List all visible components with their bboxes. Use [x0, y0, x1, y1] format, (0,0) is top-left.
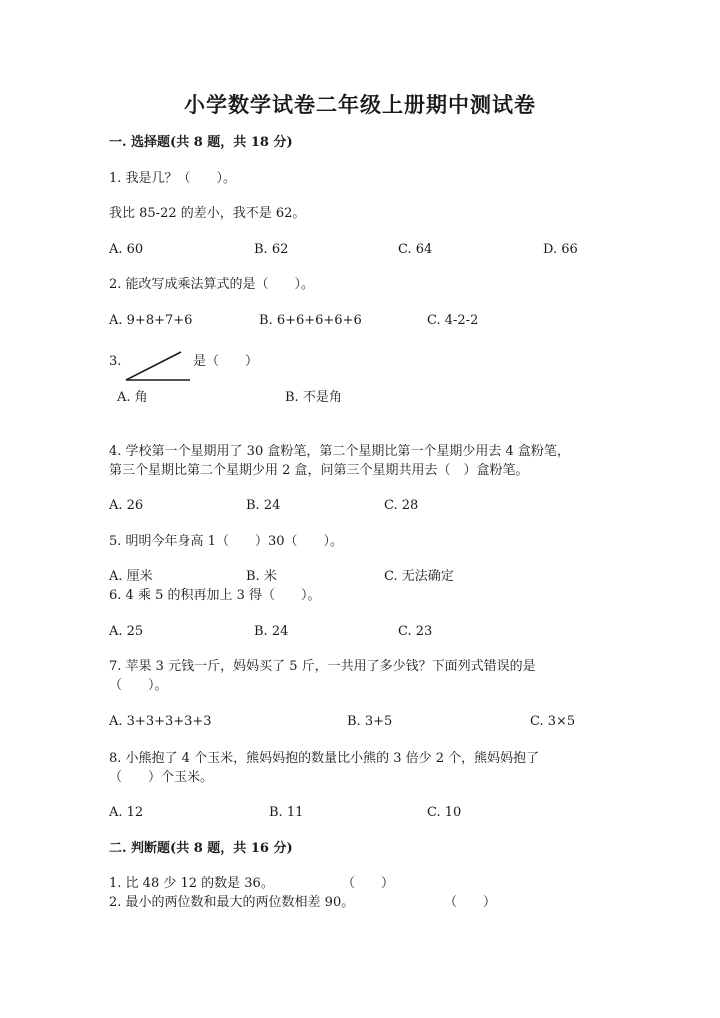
question-7-line-2: （ ）。 — [109, 678, 168, 693]
page-title: 小学数学试卷二年级上册期中测试卷 — [184, 92, 536, 117]
question-8-line-1: 8. 小熊抱了 4 个玉米，熊妈妈抱的数量比小熊的 3 倍少 2 个，熊妈妈抱了 — [109, 751, 540, 766]
question-6-option-b: B. 24 — [254, 624, 289, 639]
question-5-option-c: C. 无法确定 — [384, 569, 454, 584]
question-8-option-a: A. 12 — [109, 805, 144, 820]
question-8-option-c: C. 10 — [427, 805, 462, 820]
question-2-stem: 2. 能改写成乘法算式的是（ ）。 — [109, 277, 315, 292]
angle-figure — [124, 349, 192, 383]
question-3-option-b: B. 不是角 — [285, 390, 342, 405]
question-1-option-d: D. 66 — [543, 242, 578, 257]
question-7-line-1: 7. 苹果 3 元钱一斤，妈妈买了 5 斤，一共用了多少钱？下面列式错误的是 — [109, 659, 536, 674]
section-heading-judgement: 二. 判断题(共 8 题，共 16 分) — [109, 841, 293, 856]
question-2-option-a: A. 9+8+7+6 — [109, 313, 193, 328]
question-4-option-a: A. 26 — [109, 498, 144, 513]
question-1-stem: 1. 我是几？（ ）。 — [109, 171, 237, 186]
question-1-option-a: A. 60 — [109, 242, 144, 257]
question-5-option-a: A. 厘米 — [109, 569, 153, 584]
question-5-option-b: B. 米 — [246, 569, 277, 584]
judgement-1-text: 1. 比 48 少 12 的数是 36。 — [109, 876, 274, 891]
question-2-option-c: C. 4-2-2 — [427, 313, 479, 328]
question-6-option-c: C. 23 — [398, 624, 433, 639]
question-2-option-b: B. 6+6+6+6+6 — [259, 313, 362, 328]
judgement-2-blank: （ ） — [444, 895, 497, 910]
question-3-number: 3. — [109, 354, 122, 369]
section-heading-choice: 一. 选择题(共 8 题，共 18 分) — [109, 135, 293, 150]
question-7-option-c: C. 3×5 — [530, 714, 576, 729]
question-8-line-2: （ ）个玉米。 — [109, 770, 214, 785]
question-1-option-b: B. 62 — [254, 242, 289, 257]
question-3-stem: 是（ ） — [193, 354, 259, 369]
question-1-option-c: C. 64 — [398, 242, 433, 257]
question-4-option-b: B. 24 — [246, 498, 281, 513]
question-4-line-2: 第三个星期比第二个星期少用 2 盒，问第三个星期共用去（ ）盒粉笔。 — [109, 463, 529, 478]
question-4-line-1: 4. 学校第一个星期用了 30 盒粉笔，第二个星期比第一个星期少用去 4 盒粉笔， — [109, 444, 570, 459]
question-6-option-a: A. 25 — [109, 624, 144, 639]
question-4-option-c: C. 28 — [384, 498, 419, 513]
question-3-option-a: A. 角 — [117, 390, 148, 405]
question-7-option-a: A. 3+3+3+3+3 — [109, 714, 212, 729]
question-1-condition: 我比 85-22 的差小，我不是 62。 — [109, 206, 306, 221]
judgement-2-text: 2. 最小的两位数和最大的两位数相差 90。 — [109, 895, 355, 910]
question-8-option-b: B. 11 — [269, 805, 304, 820]
question-5-stem: 5. 明明今年身高 1（ ）30（ ）。 — [109, 534, 343, 549]
question-7-option-b: B. 3+5 — [347, 714, 393, 729]
question-6-stem: 6. 4 乘 5 的积再加上 3 得（ ）。 — [109, 588, 321, 603]
judgement-1-blank: （ ） — [342, 876, 395, 891]
